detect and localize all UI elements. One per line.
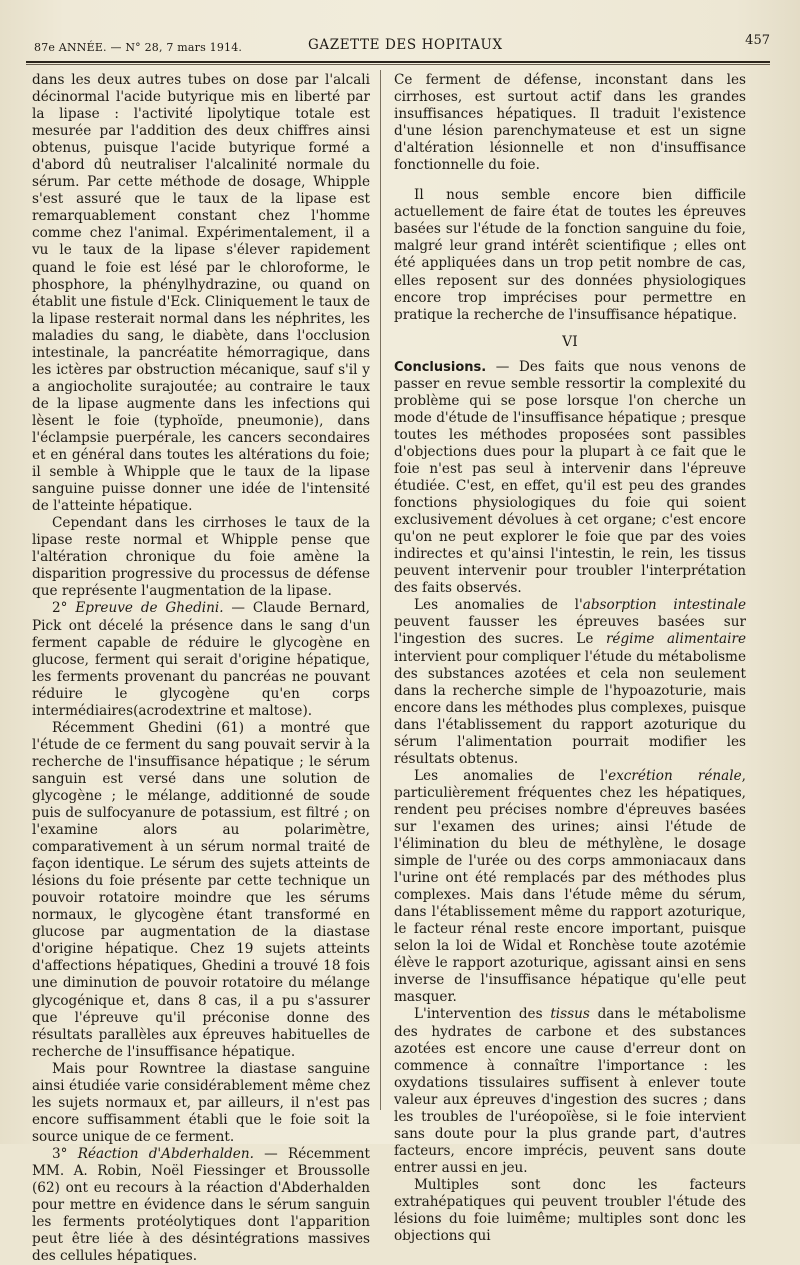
paragraph: dans les deux autres tubes on dose par l'alcali décinormal l'acide butyrique mis en liberté par la lipase : l'activité lipolytique totale est mesurée par l'addition des deux chiffres ainsi obtenus, puisque l'acide butyrique formé a d'abord dû neutraliser l'alcalinité normale du sérum. Par cette méthode de dosage, Whipple s'est assuré que le taux de la lipase est remarquablement constant chez l'homme comme chez l'animal. Expérimentalement, il a vu le taux de la lipase s'élever rapidement quand le foie est lésé par le chloroforme, le phosphore, la phénylhydrazine, ou quand on établit une fistule d'Eck. Cliniquement le taux de la lipase resterait normal dans les néphrites, les maladies du sang, le diabète, dans l'occlusion intestinale, la pancréatite hémorragique, dans les ictères par obstruction mécanique, sauf s'il y a angiocholite surajoutée; au contraire le taux de la lipase augmente dans les infections qui lèsent le foie (typhoïde, pneumonie), dans l'éclampsie puerpérale, les cancers secondaires et en général dans toutes les altérations du foie; il semble à Whipple que le taux de la lipase sanguine puisse donner une idée de l'intensité de l'atteinte hépatique. (32, 72, 370, 515)
header-rule-thin (26, 64, 770, 65)
section-number: VI (562, 333, 578, 350)
paragraph: Multiples sont donc les facteurs extrahépatiques qui peuvent troubler l'étude des lésions du foie luimême; multiples sont donc les objections qui (394, 1176, 746, 1245)
paragraph-absorption: Les anomalies de l'absorption intestinale peuvent fausser les épreuves basées sur l'ingestion des sucres. Le régime alimentaire intervient pour compliquer l'étude du métabolisme des substances azotées et cela non seulement dans la recherche simple de l'hypoazoturie, mais encore dans les méthodes plus complexes, puisque dans l'établissement du rapport azoturique du sérum l'alimentation pourrait modifier les résultats obtenus. (394, 597, 746, 767)
header-rule (26, 61, 770, 63)
conclusions-heading: Conclusions. (394, 359, 487, 375)
emphasis: excrétion rénale (608, 767, 742, 784)
subheading: Réaction d'Abderhalden. (77, 1145, 254, 1162)
paragraph-tissus: L'intervention des tissus dans le métabolisme des hydrates de carbone et des substances azotées est encore une cause d'erreur dont on commence à connaître l'importance : les oxydations tissulaires suffisent à enlever toute valeur aux épreuves d'ingestion des sucres ; dans les troubles de l'uréopoïèse, si le foie intervient sans doute pour la plus grande part, d'autres facteurs, encore imprécis, peuvent sans doute entrer aussi en jeu. (394, 1006, 746, 1176)
paragraph: Ce ferment de défense, inconstant dans les cirrhoses, est surtout actif dans les grandes insuffisances hépatiques. Il traduit l'existence d'une lésion parenchymateuse et est un signe d'altération lésionnelle et non d'insuffisance fonctionnelle du foie. (394, 72, 746, 174)
item-number: 3° (52, 1145, 68, 1162)
item-number: 2° (52, 600, 68, 617)
paragraph-ghedini (32, 600, 370, 719)
paragraph-conclusions (394, 359, 746, 598)
column-divider (380, 70, 381, 1110)
right-column (394, 72, 746, 1245)
paragraph: Mais pour Rowntree la diastase sanguine ainsi étudiée varie considérablement même chez les sujets normaux et, par ailleurs, il n'est pas encore suffisamment établi que le foie soit la source unique de ce ferment. (32, 1060, 370, 1145)
paragraph: Il nous semble encore bien difficile actuellement de faire état de toutes les épreuves basées sur l'étude de la fonction sanguine du foie, malgré leur grand intérêt scientifique ; elles ont été appliquées dans un trop petit nombre de cas, elles reposent sur des données physiologiques encore trop imprécises pour permettre en pratique la recherche de l'insuffisance hépatique. (394, 187, 746, 323)
emphasis: tissus (550, 1006, 590, 1023)
paragraph-text: — Récemment MM. A. Robin, Noël Fiessinger et Broussolle (62) ont eu recours à la réaction d'Abderhalden pour mettre en évidence dans le sérum sanguin les ferments protéolytiques dont l'apparition peut être liée à des désintégrations massives des cellules hépatiques. (32, 1145, 370, 1265)
page-number: 457 (745, 33, 770, 48)
paragraph: Cependant dans les cirrhoses le taux de la lipase reste normal et Whipple pense que l'altération chronique du foie amène la disparition progressive du processus de défense que représente l'augmentation de la lipase. (32, 515, 370, 600)
page-header (28, 33, 770, 57)
paragraph: Récemment Ghedini (61) a montré que l'étude de ce ferment du sang pouvait servir à la recherche de l'insuffisance hépatique ; le sérum sanguin est versé dans une solution de glycogène ; le mélange, additionné de soude puis de sulfocyanure de potassium, est filtré ; on l'examine alors au polarimètre, comparativement à un sérum normal traité de façon identique. Le sérum des sujets atteints de lésions du foie présente par cette technique un pouvoir rotatoire moindre que les sérums normaux, le glycogène étant transformé en glucose par augmentation de la diastase d'origine hépatique. Chez 19 sujets atteints d'affections hépatiques, Ghedini a trouvé 18 fois une diminution de pouvoir rotatoire du mélange glycogénique et, dans 8 cas, il a pu s'assurer que l'épreuve qu'il préconise donne des résultats parallèles aux épreuves habituelles de recherche de l'insuffisance hépatique. (32, 719, 370, 1060)
paragraph-text: — Claude Bernard, Pick ont décelé la présence dans le sang d'un ferment capable de réduire le glycogène en glucose, ferment qui serait d'origine hépatique, les ferments provenant du pancréas ne pouvant réduire le glycogène qu'en corps intermédiaires(acrodextrine et maltose). (32, 600, 370, 719)
paragraph-text: — Des faits que nous venons de passer en revue semble ressortir la complexité du problème qui se pose lorsque l'on cherche un mode d'étude de l'insuffisance hépatique ; presque toutes les méthodes proposées sont passibles d'objections dues pour la plupart à ce fait que le foie n'est pas seul à intervenir dans l'épreuve étudiée. C'est, en effet, qu'il est peu des grandes fonctions physiologiques du foie qui soient exclusivement dévolues à cet organe; c'est encore qu'on ne peut explorer le foie que par des voies indirectes et qu'ainsi l'intestin, le rein, les tissus peuvent intervenir pour troubler l'interprétation des faits observés. (394, 358, 746, 597)
paragraph-excretion: Les anomalies de l'excrétion rénale, particulièrement fréquentes chez les hépatiques, rendent peu précises nombre d'épreuves basées sur l'examen des urines; ainsi l'étude de l'élimination du bleu de méthylène, le dosage simple de l'urée ou des corps ammoniacaux dans l'urine ont été remplacés par des méthodes plus complexes. Mais dans l'étude même du sérum, dans l'établissement même du rapport azoturique, le facteur rénal reste encore important, puisque selon la loi de Widal et Ronchèse toute azotémie élève le rapport azoturique, agissant ainsi en sens inverse de l'insuffisance hépatique qu'elle peut masquer. (394, 767, 746, 1006)
emphasis: régime alimentaire (605, 631, 746, 648)
issue-info: 87e ANNÉE. — N° 28, 7 mars 1914. (34, 41, 243, 54)
subheading: Epreuve de Ghedini. (75, 600, 224, 617)
paragraph-abderhalden (32, 1146, 370, 1265)
left-column (32, 72, 370, 1265)
publication-title: GAZETTE DES HOPITAUX (308, 37, 503, 53)
emphasis: absorption intestinale (582, 597, 746, 614)
